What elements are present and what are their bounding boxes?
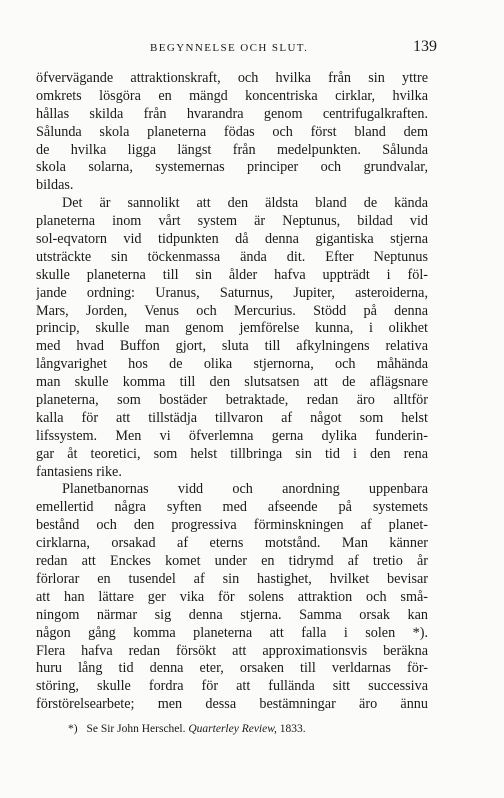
text-line: långvarighet hos de olika stjernorna, och måhända xyxy=(36,356,428,373)
running-head-title: BEGYNNELSE OCH SLUT. xyxy=(150,42,309,54)
text-line: cirklarna, orsakad af eterns motstånd. Man känner xyxy=(36,535,428,552)
text-line: förlorar en tusendel af sin hastighet, hvilket bevisar xyxy=(36,570,428,587)
footnote-year: 1833. xyxy=(279,723,306,735)
footnote xyxy=(68,723,306,735)
text-line: lifssystem. Men vi öfverlemna gerna dylika funderin- xyxy=(36,427,428,444)
text-line: bildas. xyxy=(36,177,74,194)
text-line: Flera hafva redan försökt att approximationsvis beräkna xyxy=(36,642,428,659)
text-line: förstörelsearbete; men dessa bestämningar äro ännu xyxy=(36,696,428,713)
text-line: redan att Enckes komet under en tidrymd af tretio år xyxy=(36,553,428,570)
text-line: omkrets lösgöra en mängd koncentriska cirklar, hvilka xyxy=(36,87,428,104)
text-line: fantasiens rike. xyxy=(36,463,122,480)
text-line: ningom närmar sig denna stjerna. Samma orsak kan xyxy=(36,606,428,623)
footnote-source: Quarterley Review, xyxy=(188,723,277,735)
text-line: planeterna, som bostäder betraktade, redan äro alltför xyxy=(36,392,428,409)
text-line: skulle planeterna till sin ålder hafva uppträdt i föl- xyxy=(36,266,428,283)
text-line: planeterna inom vårt system är Neptunus, bildad vid xyxy=(36,213,428,230)
footnote-mark: *) xyxy=(68,723,78,735)
text-line: Det är sannolikt att den äldsta bland de kända xyxy=(62,195,428,212)
running-head xyxy=(66,38,441,58)
text-line: man skulle komma till den slutsatsen att de aflägsnare xyxy=(36,374,428,391)
text-line: gar åt teoretici, som helst tillbringa sin tid i den rena xyxy=(36,445,428,462)
text-line: med hvad Buffon gjort, sluta till afkylningens relativa xyxy=(36,338,428,355)
text-line: någon gång komma planeterna att falla i solen *). xyxy=(36,624,428,641)
text-line: huru lång tid denna eter, orsaken till verldarnas för- xyxy=(36,660,428,677)
text-line: öfvervägande attraktionskraft, och hvilka från sin yttre xyxy=(36,70,428,86)
text-line: störing, skulle fordra för att fullända sitt successiva xyxy=(36,678,428,695)
text-line: skola solarna, systemernas principer och grundvalar, xyxy=(36,159,428,176)
text-line: utsträckte sin töckenmassa ända dit. Efter Neptunus xyxy=(36,248,428,265)
text-line: emellertid några syften med afseende på systemets xyxy=(36,499,428,516)
text-line: Mars, Jorden, Venus och Mercurius. Stödd på denna xyxy=(36,302,428,319)
page-number: 139 xyxy=(413,38,437,55)
text-line: kalla för att tillstädja tillvaron af något som helst xyxy=(36,409,428,426)
text-line: de hvilka ligga längst från medelpunkten. Sålunda xyxy=(36,141,428,158)
text-line: bestånd och den progressiva förminskningen af planet- xyxy=(36,517,428,534)
text-line: att han lättare ger vika för solens attraktion och små- xyxy=(36,588,428,605)
text-line: sol-eqvatorn vid tidpunkten då denna gigantiska stjerna xyxy=(36,231,428,248)
body-text xyxy=(36,70,428,714)
text-line: princip, skulle man genom jemförelse kunna, i olikhet xyxy=(36,320,428,337)
footnote-text: Se Sir John Herschel. xyxy=(86,723,186,735)
text-line: Planetbanornas vidd och anordning uppenbara xyxy=(62,481,428,498)
text-line: jande ordning: Uranus, Saturnus, Jupiter, asteroiderna, xyxy=(36,284,428,301)
text-line: Sålunda skola planeterna födas och först bland dem xyxy=(36,123,428,140)
text-line: hållas skilda från hvarandra genom centrifugalkraften. xyxy=(36,105,428,122)
